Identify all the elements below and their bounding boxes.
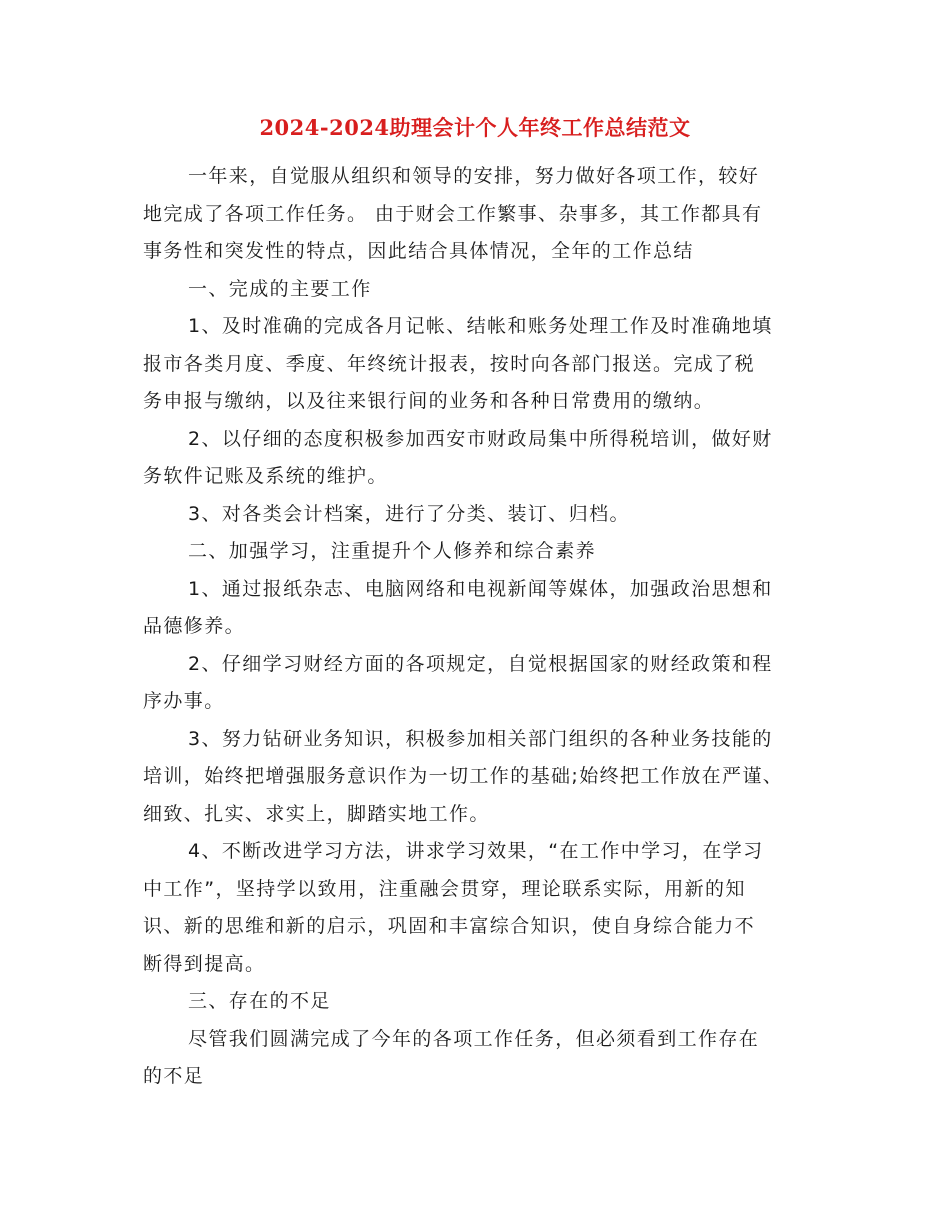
paragraph-intro (143, 158, 818, 271)
paragraph-line: 1、及时准确的完成各月记帐、结帐和账务处理工作及时准确地填 (188, 315, 773, 337)
paragraph-line: 断得到提高。 (143, 952, 266, 975)
document-body (143, 158, 818, 1096)
paragraph-line: 务申报与缴纳，以及往来银行间的业务和各种日常费用的缴纳。 (143, 390, 715, 412)
paragraph-line: 一、完成的主要工作 (188, 277, 372, 300)
paragraph-item-2-1 (143, 571, 818, 646)
paragraph-line: 二、加强学习，注重提升个人修养和综合素养 (188, 540, 597, 562)
paragraph-heading-2 (143, 533, 818, 571)
paragraph-line: 尽管我们圆满完成了今年的各项工作任务，但必须看到工作存在 (188, 1027, 760, 1050)
paragraph-line: 事务性和突发性的特点，因此结合具体情况，全年的工作总结 (143, 240, 694, 262)
paragraph-line: 细致、扎实、求实上，脚踏实地工作。 (143, 802, 490, 825)
paragraph-line: 2、仔细学习财经方面的各项规定，自觉根据国家的财经政策和程 (188, 652, 773, 675)
paragraph-item-1-1 (143, 308, 818, 421)
paragraph-line: 序办事。 (143, 690, 225, 712)
paragraph-line: 识、新的思维和新的启示，巩固和丰富综合知识，使自身综合能力不 (143, 915, 756, 937)
paragraph-item-2-3 (143, 721, 818, 834)
paragraph-line: 的不足 (143, 1065, 205, 1087)
paragraph-line: 3、努力钻研业务知识，积极参加相关部门组织的各种业务技能的 (188, 727, 773, 750)
paragraph-closing (143, 1021, 818, 1096)
paragraph-line: 报市各类月度、季度、年终统计报表，按时向各部门报送。完成了税 (143, 352, 756, 375)
paragraph-line: 中工作”，坚持学以致用，注重融会贯穿，理论联系实际，用新的知 (143, 877, 746, 900)
paragraph-item-2-4 (143, 833, 818, 983)
paragraph-heading-3 (143, 983, 818, 1021)
paragraph-line: 一年来，自觉服从组织和领导的安排，努力做好各项工作，较好 (188, 165, 760, 187)
paragraph-line: 品德修养。 (143, 615, 246, 637)
paragraph-line: 1、通过报纸杂志、电脑网络和电视新闻等媒体，加强政治思想和 (188, 577, 773, 600)
paragraph-item-1-3 (143, 496, 818, 534)
paragraph-line: 务软件记账及系统的维护。 (143, 465, 388, 487)
paragraph-line: 4、不断改进学习方法，讲求学习效果，“在工作中学习，在学习 (188, 840, 764, 862)
paragraph-item-2-2 (143, 646, 818, 721)
paragraph-line: 地完成了各项工作任务。 由于财会工作繁事、杂事多，其工作都具有 (143, 202, 763, 225)
paragraph-line: 2、以仔细的态度积极参加西安市财政局集中所得税培训，做好财 (188, 427, 773, 450)
paragraph-line: 培训，始终把增强服务意识作为一切工作的基础;始终把工作放在严谨、 (143, 765, 784, 787)
paragraph-line: 三、存在的不足 (188, 990, 331, 1012)
paragraph-item-1-2 (143, 421, 818, 496)
paragraph-line: 3、对各类会计档案，进行了分类、装订、归档。 (188, 502, 630, 525)
paragraph-heading-1 (143, 271, 818, 309)
document-title: 2024-2024助理会计个人年终工作总结范文 (259, 115, 691, 140)
